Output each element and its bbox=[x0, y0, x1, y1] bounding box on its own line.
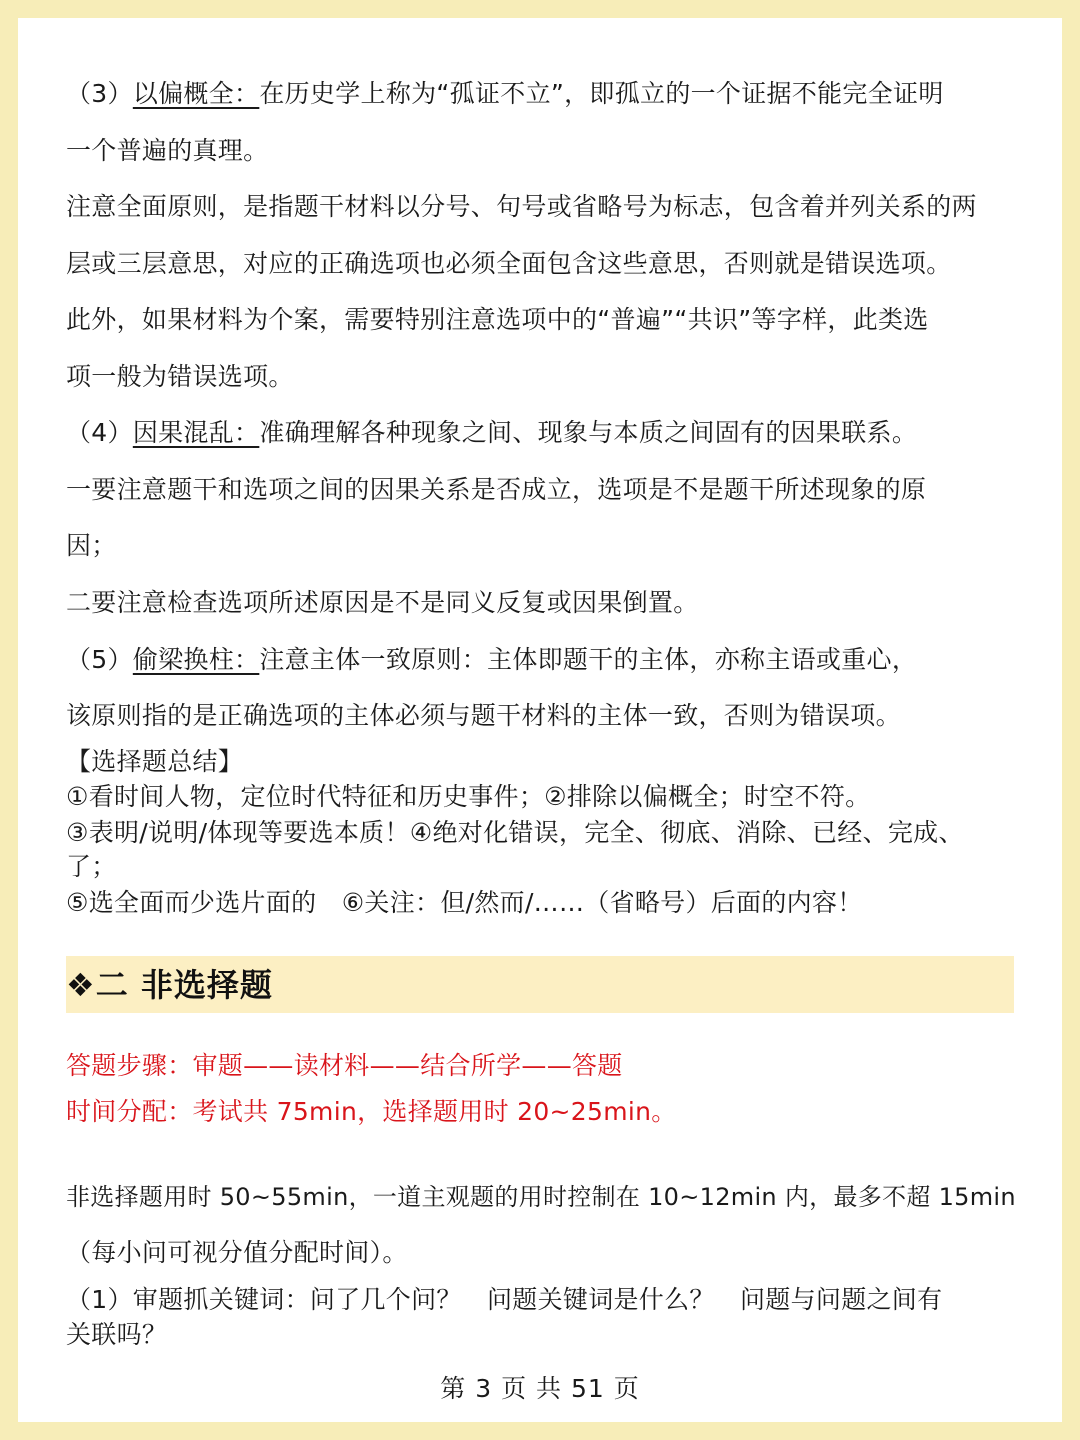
sec5-line2: 该原则指的是正确选项的主体必须与题干材料的主体一致，否则为错误项。 bbox=[66, 701, 901, 730]
sec4-term: 因果混乱： bbox=[132, 418, 260, 447]
nonchoice-line3: （1）审题抓关键词：问了几个问？ 问题关键词是什么？ 问题与问题之间有 bbox=[66, 1285, 943, 1314]
sec3-line1 bbox=[66, 77, 944, 111]
sec4-line1 bbox=[66, 416, 917, 450]
nonchoice-line2: （每小问可视分值分配时间）。 bbox=[66, 1238, 408, 1267]
sec5-prefix: （5） bbox=[66, 645, 133, 674]
nonchoice-line4: 关联吗？ bbox=[66, 1320, 168, 1349]
summary-line4: ⑤选全面而少选片面的 ⑥关注：但/然而/……（省略号）后面的内容！ bbox=[66, 888, 863, 917]
sec3-line2: 一个普遍的真理。 bbox=[66, 136, 269, 165]
sec3-line6: 项一般为错误选项。 bbox=[66, 362, 294, 391]
summary-line3: 了； bbox=[66, 852, 117, 881]
summary-line1: ①看时间人物，定位时代特征和历史事件；②排除以偏概全；时空不符。 bbox=[66, 782, 871, 811]
sec3-line1-rest: 在历史学上称为“孤证不立”，即孤立的一个证据不能完全证明 bbox=[259, 79, 944, 108]
sec3-line3: 注意全面原则，是指题干材料以分号、句号或省略号为标志，包含着并列关系的两 bbox=[66, 192, 977, 221]
summary-title: 【选择题总结】 bbox=[66, 747, 244, 776]
sec3-line5: 此外，如果材料为个案，需要特别注意选项中的“普遍”“共识”等字样，此类选 bbox=[66, 305, 929, 334]
nonchoice-line1: 非选择题用时 50~55min，一道主观题的用时控制在 10~12min 内，最多不超 15min bbox=[66, 1183, 1016, 1211]
summary-line2: ③表明/说明/体现等要选本质！④绝对化错误，完全、彻底、消除、已经、完成、 bbox=[66, 818, 964, 847]
sec5-term: 偷梁换柱： bbox=[132, 645, 260, 674]
sec3-term: 以偏概全： bbox=[132, 79, 260, 108]
sec4-prefix: （4） bbox=[66, 418, 133, 447]
sec3-prefix: （3） bbox=[66, 79, 133, 108]
page-number: 第 3 页 共 51 页 bbox=[440, 1374, 640, 1403]
steps-line1: 答题步骤：审题——读材料——结合所学——答题 bbox=[66, 1051, 623, 1080]
sec5-line1-rest: 注意主体一致原则：主体即题干的主体，亦称主语或重心， bbox=[259, 645, 918, 674]
section-header bbox=[66, 956, 1014, 1013]
page-footer bbox=[0, 1372, 1080, 1406]
sec4-line4: 二要注意检查选项所述原因是不是同义反复或因果倒置。 bbox=[66, 588, 699, 617]
sec5-line1 bbox=[66, 643, 917, 677]
section-heading: ❖二 非选择题 bbox=[66, 966, 273, 1004]
sec4-line3: 因； bbox=[66, 531, 117, 560]
sec4-line2: 一要注意题干和选项之间的因果关系是否成立，选项是不是题干所述现象的原 bbox=[66, 475, 927, 504]
sec4-line1-rest: 准确理解各种现象之间、现象与本质之间固有的因果联系。 bbox=[259, 418, 918, 447]
sec3-line4: 层或三层意思，对应的正确选项也必须全面包含这些意思，否则就是错误选项。 bbox=[66, 249, 952, 278]
steps-line2: 时间分配：考试共 75min，选择题用时 20~25min。 bbox=[66, 1097, 677, 1126]
